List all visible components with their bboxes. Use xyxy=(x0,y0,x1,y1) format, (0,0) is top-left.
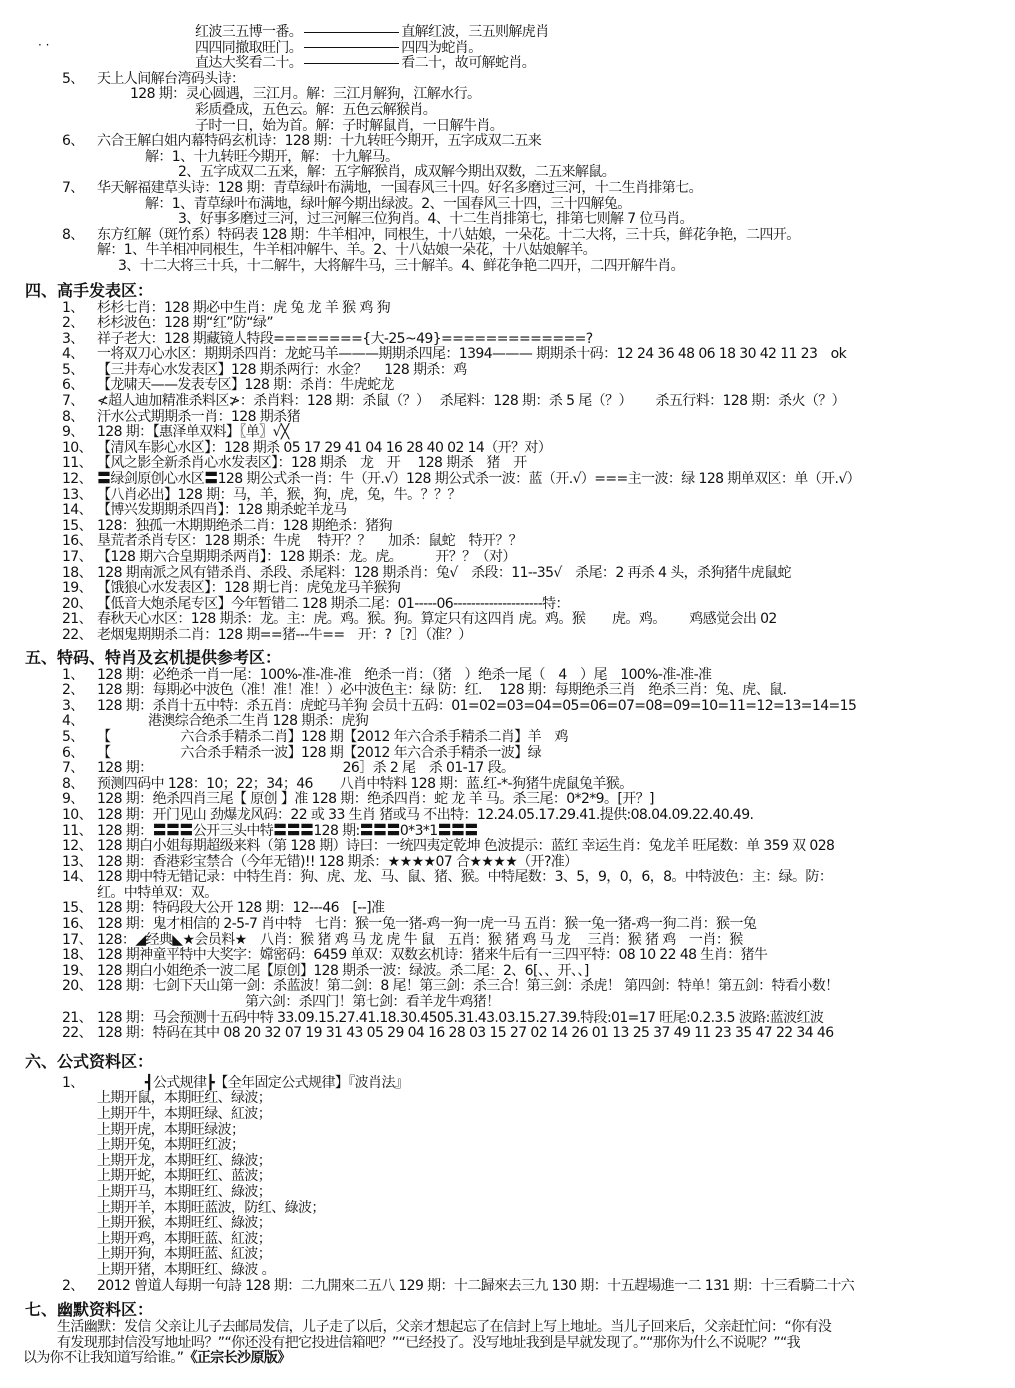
item-number: 12、 xyxy=(62,471,93,488)
item xyxy=(0,316,1015,332)
formula-rule: 上期开鸡，本期旺蓝、紅波； xyxy=(97,1230,272,1247)
verse-explain: 四四为蛇肖。 xyxy=(401,39,482,56)
item xyxy=(0,1279,1015,1295)
item xyxy=(0,808,1015,824)
item-number: 21、 xyxy=(62,611,93,628)
source-label: 《正宗长沙原版》 xyxy=(183,1350,291,1367)
verse-line xyxy=(0,41,1015,57)
joke-line xyxy=(0,1351,1015,1367)
item-number: 18、 xyxy=(62,947,93,964)
item-number: 14、 xyxy=(62,502,93,519)
item xyxy=(0,425,1015,441)
item-number: 20、 xyxy=(62,978,93,995)
verse-explain: 看二十，故可解蛇肖。 xyxy=(401,55,536,72)
document xyxy=(0,25,1015,1367)
item xyxy=(0,683,1015,699)
item-number: 6、 xyxy=(62,377,84,394)
item xyxy=(0,948,1015,964)
item-number: 18、 xyxy=(62,564,93,581)
item xyxy=(0,792,1015,808)
item-text: 128 期：特码在其中 08 20 32 07 19 31 43 05 29 04 16 28 03 15 27 02 14 26 01 13 25 37 49 11 23 35 47 22 34 46 xyxy=(97,1025,834,1042)
item-line: 解：1、十九转旺今期开，解： 十九解马。 xyxy=(145,148,399,165)
item-number: 16、 xyxy=(62,916,93,933)
item-number: 5、 xyxy=(62,361,84,378)
item xyxy=(0,933,1015,949)
item-text: 垦荒者杀肖专区：128 期杀：牛虎 特开？？ 加杀：鼠蛇 特开？？ xyxy=(97,533,523,550)
item-text: 【饿狼心水发表区】：128 期七肖：虎兔龙马羊猴狗 xyxy=(97,580,401,597)
item-number: 1、 xyxy=(62,299,84,316)
item-text: 128 期白小姐绝杀一波二尾【原创】128 期杀一波：绿波。杀二尾：2、6[、、开、、] xyxy=(97,962,589,979)
item-text: 【128 期六合皇期期杀两肖】：128 期杀：龙。虎。 开？？（对） xyxy=(97,549,516,565)
item-number: 3、 xyxy=(62,697,84,714)
item-text: 【低音大炮杀尾专区】今年暂错二 128 期杀二尾：01-----06--------------------特： xyxy=(97,595,569,612)
item-text: 128 期：七剑下天山第一剑：杀蓝波！第二剑：8 尾！第三剑：杀三合！第三剑：杀虎！ 第四剑：特单！第五剑：特看小数！ xyxy=(97,978,839,995)
verse-explain: 直解红波，三五则解虎肖 xyxy=(401,24,549,40)
item-text: 128 期：马会预测十五码中特 33.09.15.27.41.18.30.4505.31.43.03.15.27.39.特段:01=17 旺尾:0.2.3.5 波路:蓝波红波 xyxy=(97,1009,824,1026)
item-number: 17、 xyxy=(62,549,93,565)
dash-line xyxy=(304,32,399,33)
item-number: 3、 xyxy=(62,330,84,347)
item-number: 13、 xyxy=(62,486,93,503)
formula-rule: 上期开狗，本期旺蓝、紅波； xyxy=(97,1246,272,1263)
item xyxy=(0,134,1015,150)
item-text: 128 期中特无错记录：中特生肖：狗、虎、龙、马、鼠、猪、猴。中特尾数：3、5，9，0，6，8。中特波色：主：绿。防： xyxy=(97,869,833,886)
formula-rule: 上期开蛇，本期旺红、蓝波； xyxy=(97,1168,272,1185)
item xyxy=(0,979,1015,995)
item-text: 128：独孤一木期期绝杀二肖：128 期绝杀：猪狗 xyxy=(97,517,392,534)
formula-rules xyxy=(0,1091,1015,1278)
item-text: 128 期白小姐每期超级来料（第 128 期）诗曰：一统四夷定乾坤 色波提示：蓝红 幸运生肖：兔龙羊 旺尾数：单 359 双 028 xyxy=(97,838,835,855)
formula-rule: 上期开兔，本期旺红波； xyxy=(97,1137,245,1154)
item-text: ≮超人迪加精准杀料区≯：杀肖料：128 期：杀鼠（？） 杀尾料：128 期：杀 5 尾（？） 杀五行料：128 期：杀火（？） xyxy=(97,393,846,410)
formula-rule: 上期开马，本期旺红、綠波； xyxy=(97,1183,272,1200)
item-text: 128 期：【惠泽单双料】〖单〗√╳ xyxy=(97,424,289,441)
item-lead: 【 xyxy=(97,744,111,761)
item-text: 老烟鬼期期杀二肖：128 期==猪---牛== 开：?［?］（准？） xyxy=(97,626,472,643)
dash-line xyxy=(304,47,399,48)
item-line: 2、五字成双二五来，解：五字解猴肖，成双解今期出双数，二五来解鼠。 xyxy=(178,164,616,181)
item-line: 3、十二大将三十兵，十二解牛，大将解牛马，三十解羊。4、鲜花争艳二四开，二四开解牛肖。 xyxy=(118,257,685,274)
verse-text: 红波三五博一番。 xyxy=(195,24,303,40)
item-number: 19、 xyxy=(62,962,93,979)
formula-rule: 上期开猪，本期旺红、綠波 。 xyxy=(97,1261,276,1278)
section-heading: 六、公式资料区： xyxy=(25,1051,154,1071)
item-text: 春秋天心水区：128 期杀：龙。主：虎。鸡。猴。狗。算定只有这四肖 虎。鸡。猴 虎。鸡。 鸡感觉会出 02 xyxy=(97,611,777,628)
item xyxy=(0,410,1015,426)
item-text: 128 期：开门见山 劲爆龙风码：22 或 33 生肖 猪或马 不出特：12.24.05.17.29.41.提供:08.04.09.22.40.49. xyxy=(97,806,754,823)
item-text: 【风之影全新杀肖心水发表区】：128 期杀 龙 开 128 期杀 猪 开 xyxy=(97,455,527,472)
item-text: 128 期：绝杀四肖三尾【 原创 】准 128 期：绝杀四肖：蛇 龙 羊 马。杀三尾：0*2*9。[开？] xyxy=(97,791,654,808)
item xyxy=(0,714,1015,730)
dash-line xyxy=(304,63,399,64)
item xyxy=(0,332,1015,348)
item-continuation: 第六剑：杀四门！第七剑：看羊龙牛鸡猪！ xyxy=(245,994,500,1011)
formula-rule: 上期开虎，本期旺绿波； xyxy=(97,1121,245,1138)
item xyxy=(0,581,1015,597)
item-number: 11、 xyxy=(62,822,93,839)
item-number: 6、 xyxy=(62,133,84,150)
item-text: ┫公式规律┣【全年固定公式规律】『波肖法』 xyxy=(145,1074,409,1091)
item-text: 128：◢经典◣★会员料★ 八肖：猴 猪 鸡 马 龙 虎 牛 鼠 五肖：猴 猪 鸡 马 龙 三肖：猴 猪 鸡 一肖：猴 xyxy=(97,931,743,948)
item-text: 128 期南派之风有错杀肖、杀段、杀尾料：128 期杀肖：兔√ 杀段：11--35√ 杀尾：2 再杀 4 头，杀狗猪牛虎鼠蛇 xyxy=(97,564,791,581)
item xyxy=(0,550,1015,566)
item-number: 13、 xyxy=(62,853,93,870)
item-text: 汗水公式期期杀一肖：128 期杀猪 xyxy=(97,408,300,425)
section-heading: 五、特码、特肖及玄机提供参考区： xyxy=(25,647,282,667)
formula-rule: 上期开鼠，本期旺红、绿波； xyxy=(97,1090,272,1107)
item xyxy=(0,917,1015,933)
item xyxy=(0,378,1015,394)
item-text: 128 期：鬼才相信的 2-5-7 肖中特 七肖：猴一兔一猪-鸡一狗一虎一马 五肖：猴一兔一猪-鸡一狗二肖：猴一兔 xyxy=(97,916,757,933)
item-line: 解：1、牛羊相冲同根生，牛羊相冲解牛、羊。2、十八姑娘一朵花，十八姑娘解羊。 xyxy=(97,242,597,259)
item-text: 128 期：〓〓〓公开三头中特〓〓〓128 期:〓〓〓0*3*1〓〓〓 xyxy=(97,822,478,839)
item xyxy=(0,699,1015,715)
item-number: 15、 xyxy=(62,517,93,534)
item-number: 16、 xyxy=(62,533,93,550)
item-text: 东方红解（斑竹系）特码表 128 期：牛羊相冲，同根生，十八姑娘，一朵花。十二大将，三十兵，鲜花争艳，二四开。 xyxy=(97,226,800,243)
item-line: 子时一日，始为首。解：子时解鼠肖，一日解牛肖。 xyxy=(195,117,504,134)
item xyxy=(0,1026,1015,1042)
verse-line xyxy=(0,25,1015,41)
item-text: 天上人间解台湾码头诗： xyxy=(97,70,245,87)
item-number: 7、 xyxy=(62,179,84,196)
item-number: 1、 xyxy=(62,1074,84,1091)
item xyxy=(0,488,1015,504)
item-number: 2、 xyxy=(62,315,84,332)
item xyxy=(0,1011,1015,1027)
item-number: 21、 xyxy=(62,1009,93,1026)
item xyxy=(0,394,1015,410)
item-text: 128 期：杀肖十五中特：杀五肖：虎蛇马羊狗 会员十五码：01=02=03=04=05=06=07=08=09=10=11=12=13=14=15 xyxy=(97,697,857,714)
joke-text: 以为你不让我知道写给谁。” xyxy=(23,1350,184,1367)
item xyxy=(0,301,1015,317)
item-number: 2、 xyxy=(62,1277,84,1294)
item-text: 港澳综合绝杀二生肖 128 期杀：虎狗 xyxy=(148,713,369,730)
item-text: 128 期：香港彩宝禁合（今年无错)!! 128 期杀：★★★★07 合★★★★（开?准） xyxy=(97,853,578,870)
verse-line xyxy=(0,56,1015,72)
item-number: 10、 xyxy=(62,806,93,823)
item-text: 六合杀手精杀一波】128 期【2012 年六合杀手精杀一波】绿 xyxy=(180,744,542,761)
item xyxy=(0,668,1015,684)
item-number: 19、 xyxy=(62,580,93,597)
verse-text: 直达大奖看二十。 xyxy=(195,55,303,72)
item-text: 杉杉七肖：128 期必中生肖：虎 兔 龙 羊 猴 鸡 狗 xyxy=(97,299,391,316)
item-number: 1、 xyxy=(62,666,84,683)
item-number: 22、 xyxy=(62,626,93,643)
item-text: 杉杉波色：128 期“红”防“绿” xyxy=(97,315,273,332)
item xyxy=(0,628,1015,644)
item-text: 〓绿剑原创心水区〓128 期公式杀一肖：牛（开.√）128 期公式杀一波：蓝（开.√）===主一波：绿 128 期单双区：单（开.√） xyxy=(97,471,861,488)
item-number: 8、 xyxy=(62,226,84,243)
section-4-list xyxy=(0,301,1015,644)
item-text: 【龙啸天——发表专区】128 期：杀肖：牛虎蛇龙 xyxy=(97,377,394,394)
joke-line: 有发现那封信没写地址吗？”“你还没有把它投进信箱吧？”“已经投了。没写地址我到是早就发现了。”“那你为什么不说呢？”“我 xyxy=(57,1334,801,1351)
item-number: 7、 xyxy=(62,393,84,410)
item-text: 2012 曾道人每期一句詩 128 期：二九開來二五八 129 期：十二歸來去三九 130 期：十五趕場進一二 131 期：十三看騎二十六 xyxy=(97,1277,855,1294)
item-number: 9、 xyxy=(62,791,84,808)
item-number: 4、 xyxy=(62,713,84,730)
verse-text: 四四同撤取旺门。 xyxy=(195,39,303,56)
item xyxy=(0,824,1015,840)
item-text: 128 期神童平特中大奖字：嫦密码：6459 单双：双数玄机诗：猪来牛后有一三四平特：08 10 22 48 生肖：猪牛 xyxy=(97,947,768,964)
item-text: 【三井寿心水发表区】128 期杀两行：水金？ 128 期杀：鸡 xyxy=(97,361,467,378)
item-lead: 【 xyxy=(97,728,111,745)
item-number: 8、 xyxy=(62,775,84,792)
item xyxy=(0,855,1015,871)
item-text: 【博兴发期期杀四肖】：128 期杀蛇羊龙马 xyxy=(97,502,347,519)
item-number: 9、 xyxy=(62,424,84,441)
item-number: 4、 xyxy=(62,346,84,363)
item xyxy=(0,228,1015,244)
item-number: 2、 xyxy=(62,682,84,699)
item-text: 128 期：必绝杀一肖一尾：100%-准-准-准 绝杀一肖：（猪 ）绝杀一尾（ 4 ）尾 100%-准-准-准 xyxy=(97,666,712,683)
item xyxy=(0,503,1015,519)
item-number: 20、 xyxy=(62,595,93,612)
stray-dots: · · xyxy=(38,38,50,52)
item-line: 解：1、青草绿叶布满地，绿叶解今期出绿波。2、一国春风三十四，三十四解兔。 xyxy=(145,195,631,212)
item xyxy=(0,730,1015,746)
item-line: 彩质叠成，五色云。解：五色云解猴肖。 xyxy=(195,101,437,118)
item-text: 128 期：特码段大公开 128 期：12---46 [--]准 xyxy=(97,900,385,917)
item-number: 5、 xyxy=(62,728,84,745)
item-text: 一将双刀心水区：期期杀四肖：龙蛇马羊———期期杀四尾：1394——— 期期杀十码：12 24 36 48 06 18 30 42 11 23 ok xyxy=(97,346,847,363)
item xyxy=(0,181,1015,197)
item-text: 【八肖必出】128 期：马，羊，猴，狗，虎，兔，牛。？？？ xyxy=(97,486,461,503)
item-number: 22、 xyxy=(62,1025,93,1042)
item-continuation: 红。中特单双：双。 xyxy=(97,884,218,901)
item xyxy=(0,746,1015,762)
item-text: 六合王解白姐内幕特码玄机诗：128 期：十九转旺今期开，五字成双二五来 xyxy=(97,133,542,150)
item xyxy=(0,472,1015,488)
formula-rule: 上期开猴，本期旺红、綠波； xyxy=(97,1215,272,1232)
item-text: 26］杀 2 尾 杀 01-17 段。 xyxy=(342,760,515,777)
item-number: 15、 xyxy=(62,900,93,917)
item-number: 6、 xyxy=(62,744,84,761)
section-heading: 七、幽默资料区： xyxy=(25,1300,154,1320)
item-text: 六合杀手精杀二肖】128 期【2012 年六合杀手精杀二肖】羊 鸡 xyxy=(180,728,568,745)
item-number: 17、 xyxy=(62,931,93,948)
item xyxy=(0,761,1015,777)
item-number: 10、 xyxy=(62,439,93,456)
item-number: 14、 xyxy=(62,869,93,886)
section-heading: 四、高手发表区： xyxy=(25,280,154,300)
item-number: 12、 xyxy=(62,838,93,855)
joke-line: 生活幽默：发信 父亲让儿子去邮局发信，儿子走了以后，父亲才想起忘了在信封上写上地址。当儿子回来后，父亲赶忙问：“你有没 xyxy=(57,1319,832,1336)
item-text: 华天解福建草头诗：128 期：青草绿叶布满地，一国春风三十四。好名多磨过三河，十二生肖排第七。 xyxy=(97,179,702,196)
item xyxy=(0,839,1015,855)
item-number: 5、 xyxy=(62,70,84,87)
section-5-list xyxy=(0,668,1015,1042)
item xyxy=(0,901,1015,917)
formula-rule: 上期开羊，本期旺蓝波，防红、綠波； xyxy=(97,1199,325,1216)
item xyxy=(0,456,1015,472)
item-number: 11、 xyxy=(62,455,93,472)
item xyxy=(0,870,1015,886)
item xyxy=(0,777,1015,793)
item xyxy=(0,534,1015,550)
item-text: 预测四码中 128：10；22；34；46 八肖中特料 128 期：蓝.红-*-狗猪牛虎鼠兔羊猴。 xyxy=(97,775,633,792)
item-text: 128 期：每期必中波色（准！准！准！）必中波色主：绿 防：红. 128 期：每期绝杀三肖 绝杀三肖：兔、虎、鼠. xyxy=(97,682,787,699)
item-lead: 128 期： xyxy=(97,760,153,777)
item-line: 128 期：灵心圆遇，三江月。解：三江月解狗，江解水行。 xyxy=(130,86,481,103)
item xyxy=(0,612,1015,628)
item-line: 3、好事多磨过三河，过三河解三位狗肖。4、十二生肖排第七，排第七则解 7 位马肖。 xyxy=(178,211,694,228)
item-number: 7、 xyxy=(62,760,84,777)
item-text: 【清风车影心水区】：128 期杀 05 17 29 41 04 16 28 40 02 14（开？对） xyxy=(97,439,552,456)
item xyxy=(0,347,1015,363)
formula-rule: 上期开牛，本期旺绿、紅波； xyxy=(97,1106,272,1122)
item xyxy=(0,566,1015,582)
item-number: 8、 xyxy=(62,408,84,425)
formula-rule: 上期开龙，本期旺红、綠波； xyxy=(97,1152,272,1169)
item-text: 祥子老大：128 期藏镜人特段========{大-25~49}=============? xyxy=(97,330,593,347)
